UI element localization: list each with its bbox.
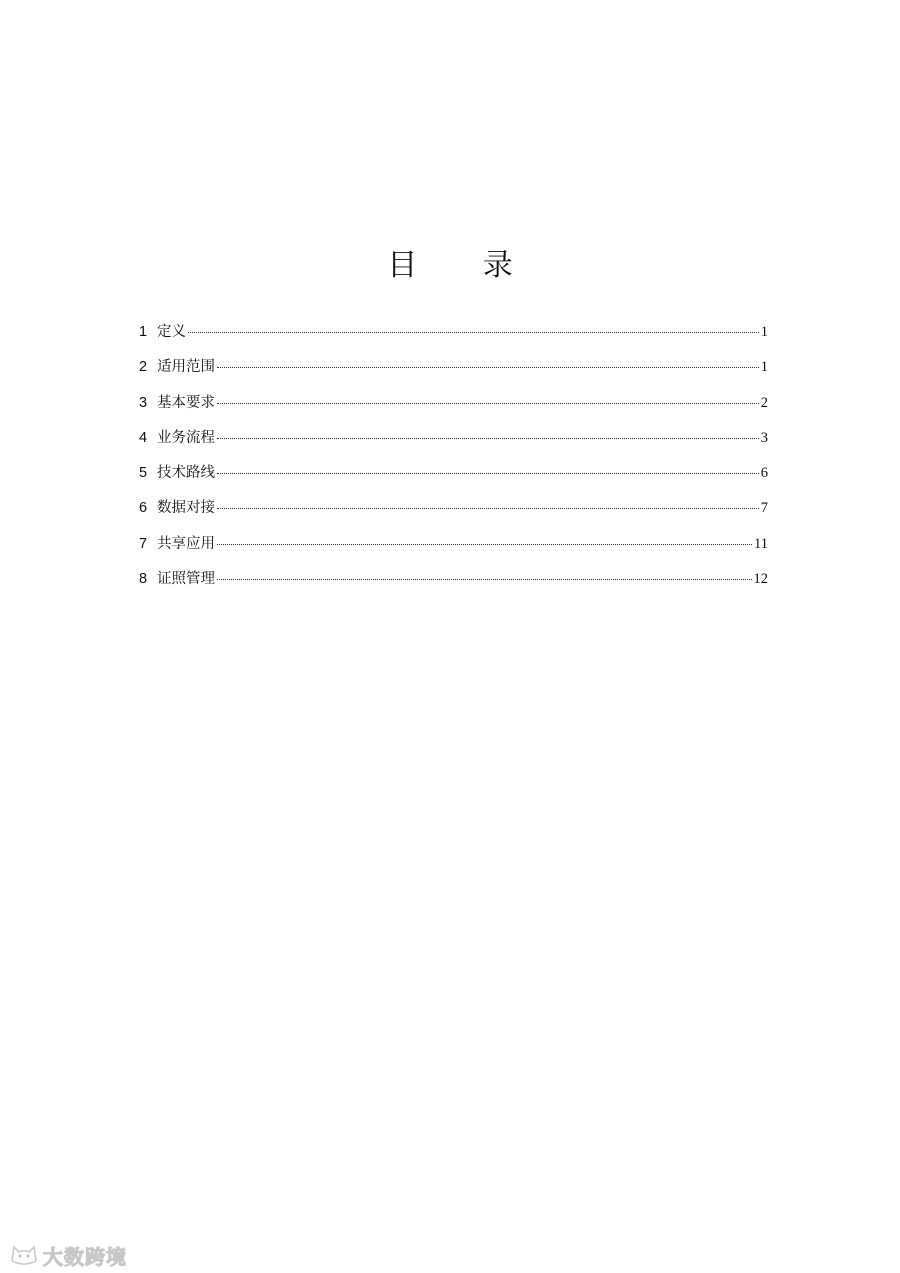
toc-entry-5[interactable] — [139, 462, 768, 497]
toc-entry-2[interactable] — [139, 356, 768, 391]
toc-entry-label: 适用范围 — [157, 359, 215, 376]
toc-entry-page: 3 — [760, 429, 768, 446]
toc-entry-6[interactable] — [139, 497, 768, 532]
toc-entry-4[interactable] — [139, 427, 768, 462]
toc-entry-page: 2 — [760, 394, 768, 411]
toc-entry-label: 技术路线 — [157, 465, 215, 482]
toc-entry-7[interactable] — [139, 533, 768, 568]
toc-entry-label: 证照管理 — [157, 571, 215, 588]
toc-dot-leader — [217, 579, 752, 580]
toc-entry-number: 6 — [139, 500, 148, 517]
toc-list — [139, 321, 768, 603]
toc-entry-1[interactable] — [139, 321, 768, 356]
toc-dot-leader — [217, 403, 759, 404]
toc-entry-page: 11 — [754, 535, 768, 552]
cat-face-logo-icon — [8, 1241, 40, 1269]
toc-dot-leader — [217, 544, 752, 545]
toc-entry-page: 1 — [760, 359, 768, 376]
toc-entry-number: 4 — [139, 429, 148, 446]
toc-entry-number: 2 — [139, 359, 148, 376]
toc-entry-number: 5 — [139, 465, 148, 482]
toc-dot-leader — [188, 332, 759, 333]
toc-entry-number: 1 — [139, 324, 148, 340]
toc-title: 目 录 — [387, 248, 541, 283]
toc-entry-page: 1 — [760, 324, 768, 340]
toc-dot-leader — [217, 367, 759, 368]
toc-entry-label: 定义 — [157, 324, 186, 340]
toc-dot-leader — [217, 508, 759, 509]
toc-entry-number: 7 — [139, 535, 148, 552]
toc-entry-label: 基本要求 — [157, 394, 215, 411]
toc-entry-page: 6 — [760, 465, 768, 482]
watermark-text: 大数跨境 — [43, 1244, 127, 1269]
toc-entry-number: 3 — [139, 394, 148, 411]
toc-entry-label: 共享应用 — [157, 535, 215, 552]
toc-entry-label: 业务流程 — [157, 429, 215, 446]
toc-entry-3[interactable] — [139, 392, 768, 427]
toc-entry-page: 7 — [760, 500, 768, 517]
watermark — [8, 1240, 127, 1270]
toc-entry-page: 12 — [753, 571, 768, 588]
toc-entry-number: 8 — [139, 571, 148, 588]
toc-dot-leader — [217, 438, 759, 439]
toc-entry-label: 数据对接 — [157, 500, 215, 517]
toc-dot-leader — [217, 473, 759, 474]
toc-entry-8[interactable] — [139, 568, 768, 603]
